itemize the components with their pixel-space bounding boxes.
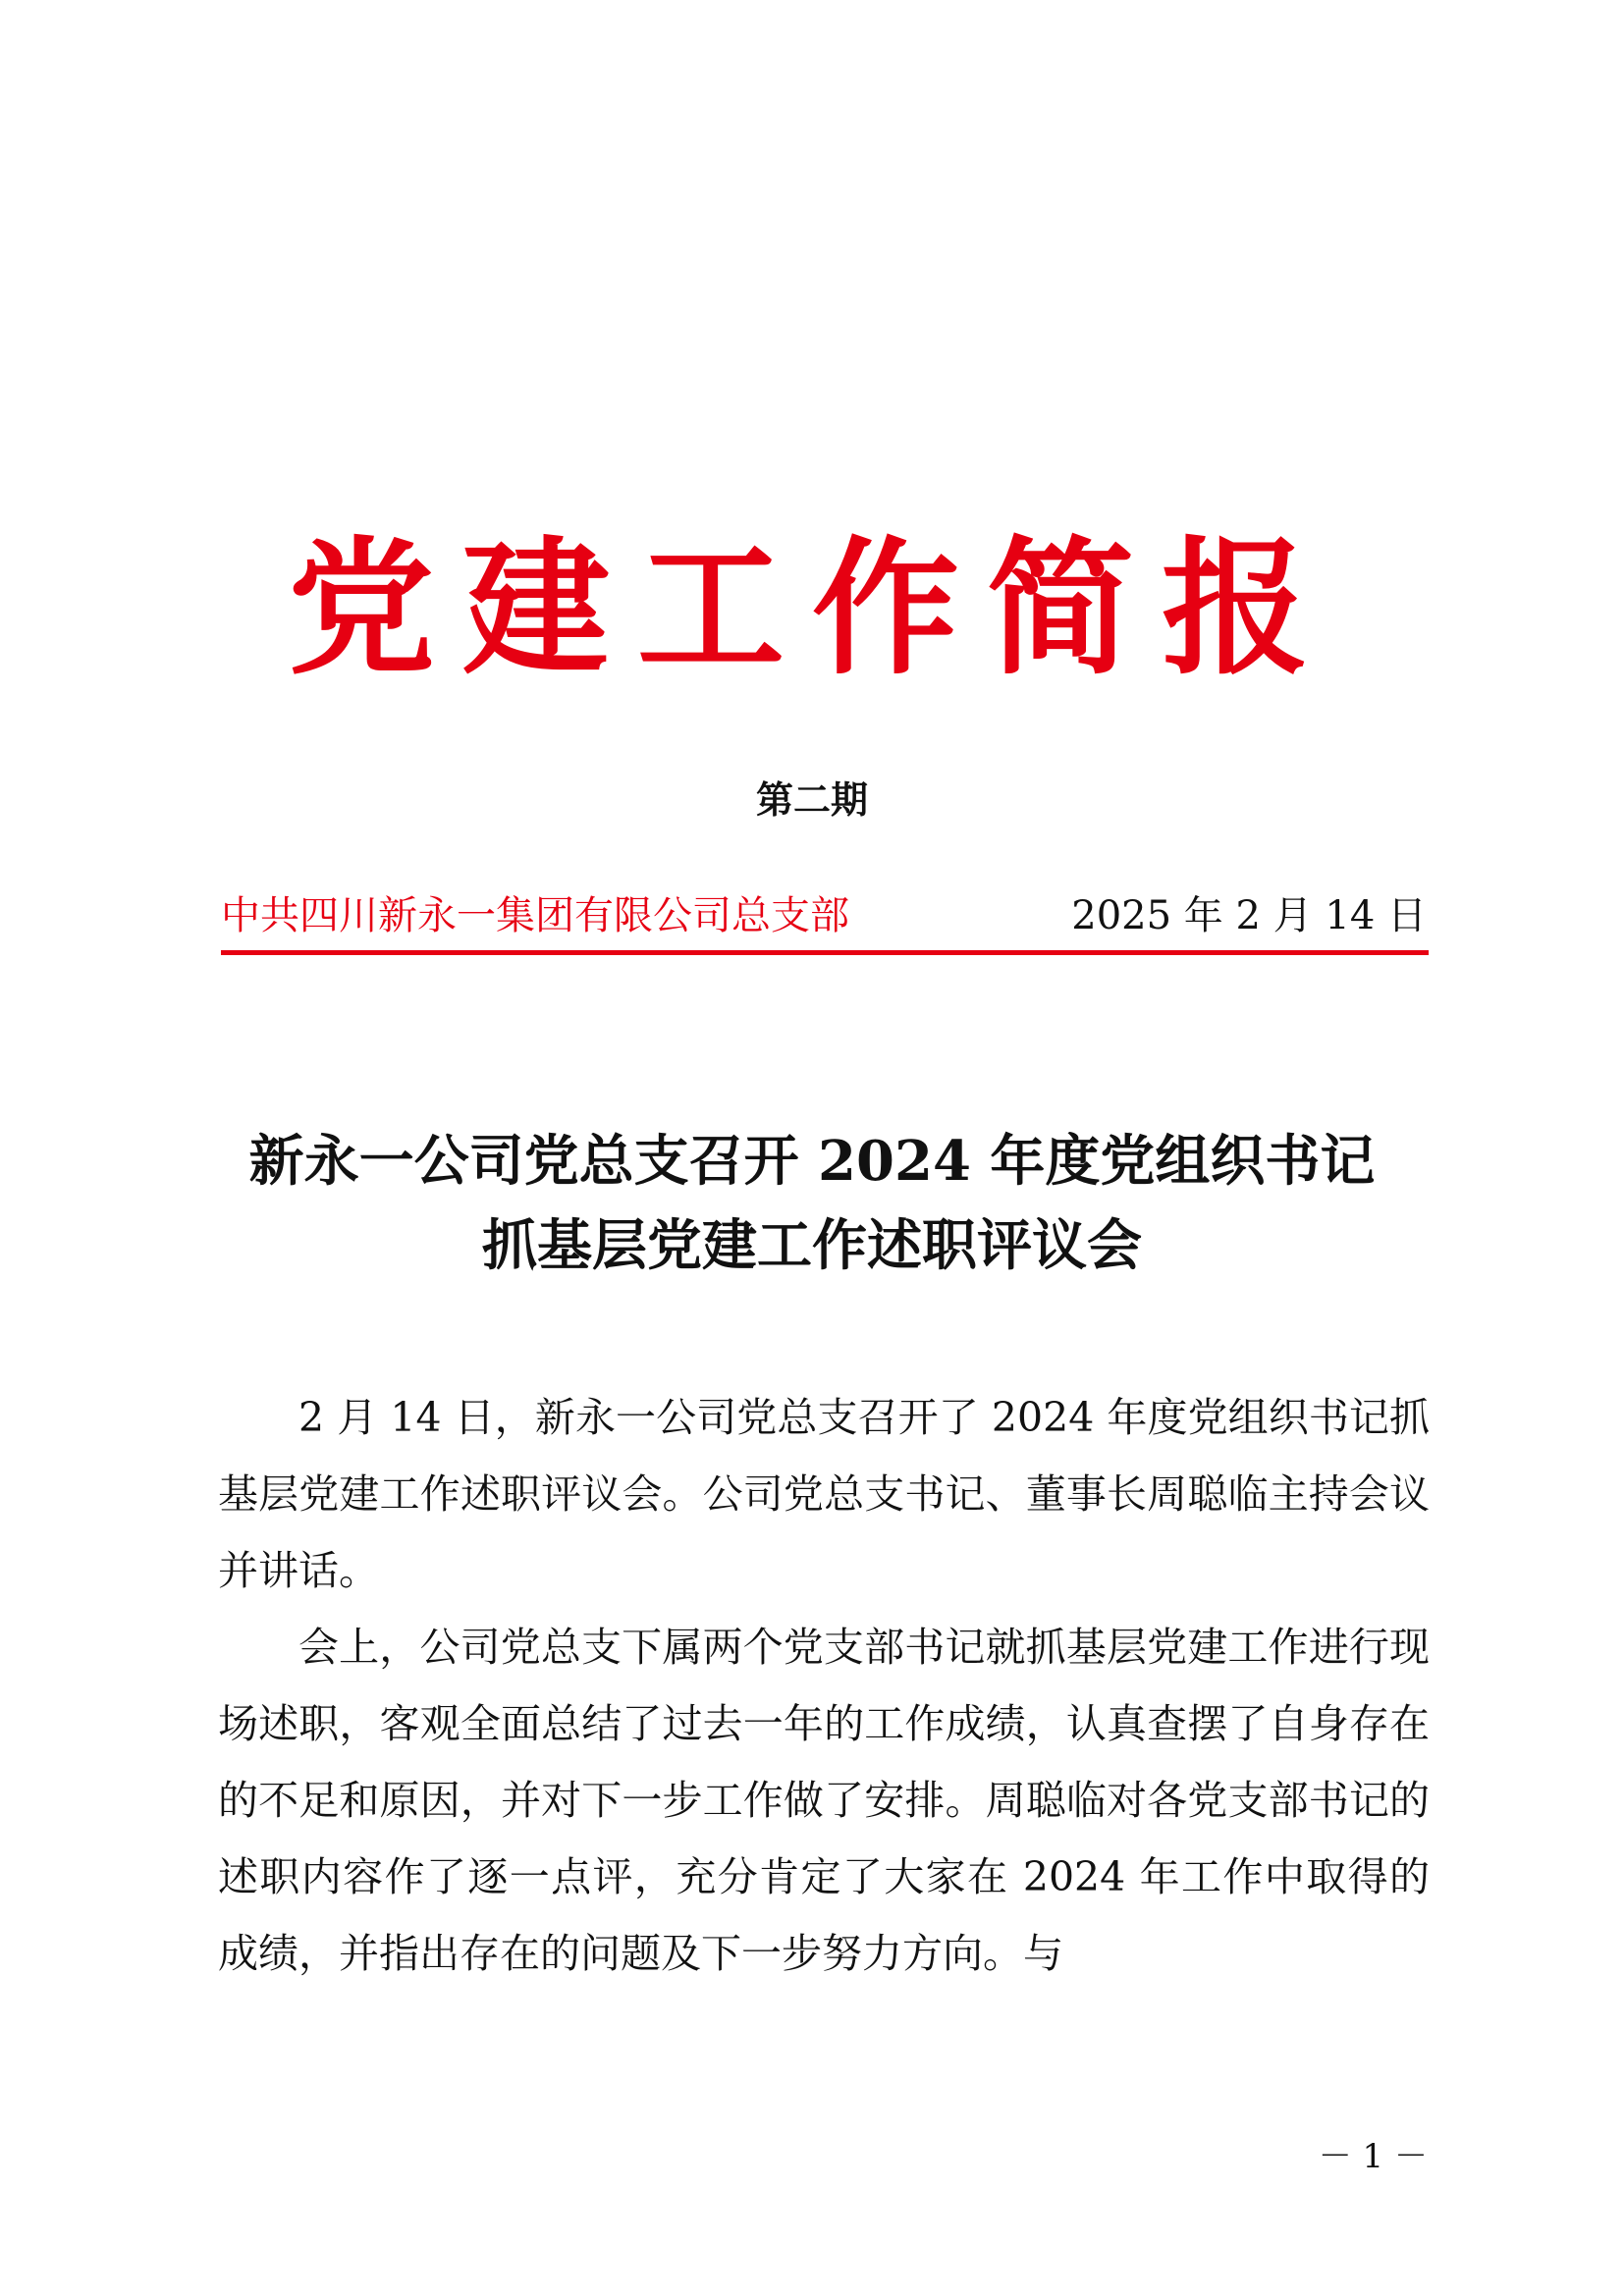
issue-number: 第二期 [755,778,868,822]
article-title-line-1: 新永一公司党总支召开 2024 年度党组织书记 [248,1129,1376,1194]
page-number: － 1 － [1318,2137,1428,2176]
article-paragraph-1: 2 月 14 日，新永一公司党总支召开了 2024 年度党组织书记抓基层党建工作述职评议会。公司党总支书记、董事长周聪临主持会议并讲话。 [218,1394,1430,1594]
article-title-line-2: 抓基层党建工作述职评议会 [482,1213,1142,1278]
issuer-row [221,888,1427,947]
issuer-name: 中共四川新永一集团有限公司总支部 [221,893,849,938]
article-title [147,1119,1477,1288]
article-paragraph-2: 会上，公司党总支下属两个党支部书记就抓基层党建工作进行现场述职，客观全面总结了过去一年的工作成绩，认真查摆了自身存在的不足和原因，并对下一步工作做了安排。周聪临对各党支部书记的述职内容作了逐一点评，充分肯定了大家在 2024 年工作中取得的成绩，并指出存在的问题及下一步努力方向。与 [218,1624,1430,1977]
red-divider [221,950,1429,955]
article-body [218,1379,1430,1992]
masthead-title: 党建工作简报 [287,522,1336,695]
issue-date: 2025 年 2 月 14 日 [1071,893,1427,938]
